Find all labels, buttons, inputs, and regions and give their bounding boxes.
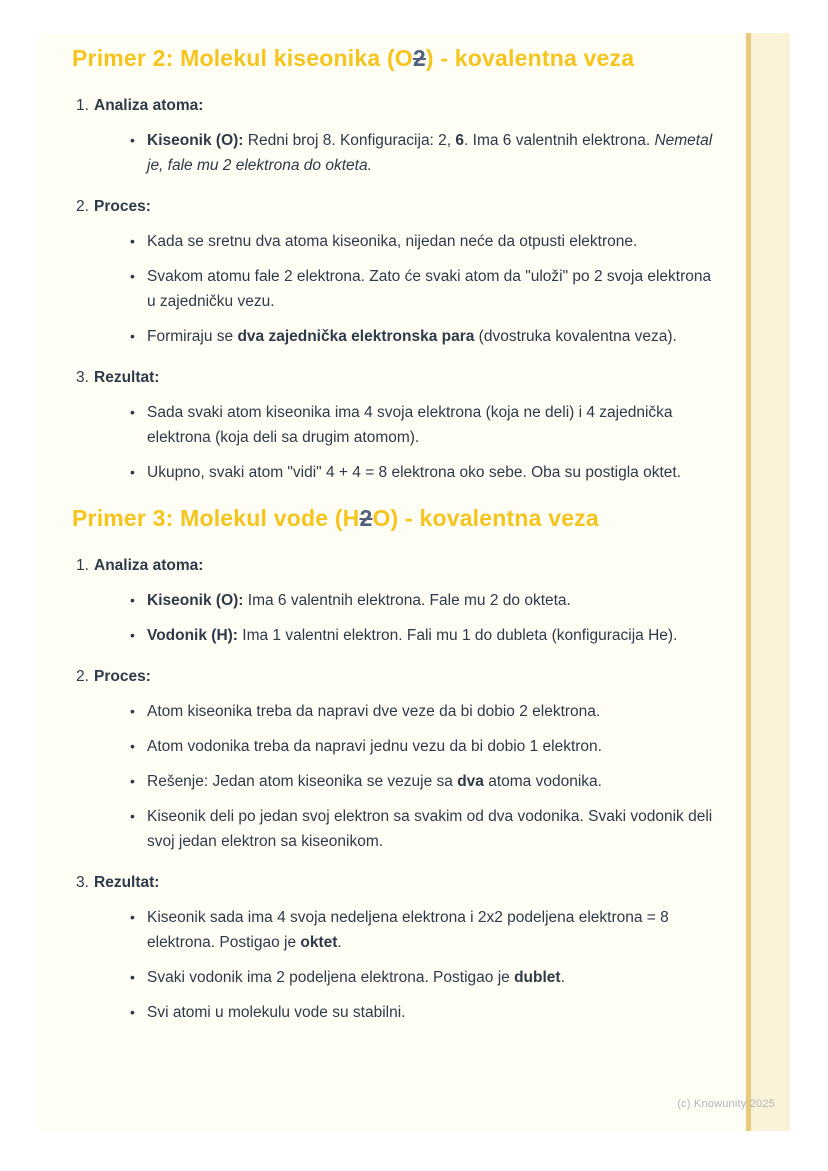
section-heading: Primer 2: Molekul kiseonika (O2) - kovalentna veza xyxy=(72,45,635,71)
list-item xyxy=(72,623,715,648)
list-item xyxy=(72,905,715,955)
bullet-list xyxy=(72,905,715,1025)
item-label: Proces: xyxy=(94,668,151,685)
numbered-item xyxy=(72,553,715,578)
item-label: Rezultat: xyxy=(94,369,160,386)
list-item xyxy=(72,769,715,794)
bullet-list xyxy=(72,229,715,349)
item-label: Rezultat: xyxy=(94,874,160,891)
list-item xyxy=(72,229,715,254)
numbered-item xyxy=(72,93,715,118)
item-label: Analiza atoma: xyxy=(94,557,204,574)
item-label: Analiza atoma: xyxy=(94,97,204,114)
list-item xyxy=(72,1000,715,1025)
bullet-marker: • xyxy=(130,773,135,789)
list-item xyxy=(72,400,715,450)
item-number: 2. xyxy=(76,668,89,685)
bullet-marker: • xyxy=(130,328,135,344)
bullet-text: Vodonik (H): Ima 1 valentni elektron. Fali mu 1 do dubleta (konfiguracija He). xyxy=(147,627,678,644)
bullet-text: Kiseonik (O): Ima 6 valentnih elektrona. Fale mu 2 do okteta. xyxy=(147,592,571,609)
bullet-marker: • xyxy=(130,132,135,148)
bullet-marker: • xyxy=(130,738,135,754)
bullet-list xyxy=(72,128,715,178)
list-item xyxy=(72,128,715,178)
bullet-text: Kiseonik deli po jedan svoj elektron sa svakim od dva vodonika. Svaki vodonik deli svoj jedan elektron sa kiseonikom. xyxy=(147,808,713,850)
bullet-marker: • xyxy=(130,969,135,985)
numbered-group xyxy=(72,194,715,349)
item-label: Proces: xyxy=(94,198,151,215)
bullet-marker: • xyxy=(130,808,135,824)
list-item xyxy=(72,699,715,724)
bullet-marker: • xyxy=(130,592,135,608)
numbered-group xyxy=(72,553,715,648)
bullet-text: Svakom atomu fale 2 elektrona. Zato će svaki atom da "uloži" po 2 svoja elektrona u zajedničku vezu. xyxy=(147,268,712,310)
list-item xyxy=(72,588,715,613)
copyright-watermark: (c) Knowunity 2025 xyxy=(677,1098,775,1110)
bullet-text: Formiraju se dva zajednička elektronska para (dvostruka kovalentna veza). xyxy=(147,328,677,345)
item-number: 1. xyxy=(76,557,89,574)
numbered-item xyxy=(72,870,715,895)
bullet-marker: • xyxy=(130,464,135,480)
list-item xyxy=(72,804,715,854)
section-primer-2 xyxy=(72,43,715,485)
list-item xyxy=(72,460,715,485)
list-item xyxy=(72,965,715,990)
item-number: 3. xyxy=(76,874,89,891)
item-number: 2. xyxy=(76,198,89,215)
numbered-group xyxy=(72,93,715,178)
bullet-marker: • xyxy=(130,1004,135,1020)
section-primer-3 xyxy=(72,503,715,1025)
numbered-item xyxy=(72,194,715,219)
section-heading: Primer 3: Molekul vode (H2O) - kovalentna veza xyxy=(72,505,599,531)
bullet-text: Kiseonik (O): Redni broj 8. Konfiguracija: 2, 6. Ima 6 valentnih elektrona. Nemetal je, fale mu 2 elektrona do okteta. xyxy=(147,132,713,174)
numbered-item xyxy=(72,664,715,689)
document-content xyxy=(38,33,790,1025)
bullet-text: Svaki vodonik ima 2 podeljena elektrona. Postigao je dublet. xyxy=(147,969,565,986)
bullet-marker: • xyxy=(130,268,135,284)
numbered-group xyxy=(72,365,715,485)
bullet-text: Sada svaki atom kiseonika ima 4 svoja elektrona (koja ne deli) i 4 zajednička elektrona (koja deli sa drugim atomom). xyxy=(147,404,673,446)
list-item xyxy=(72,264,715,314)
numbered-group xyxy=(72,664,715,854)
bullet-text: Atom vodonika treba da napravi jednu vezu da bi dobio 1 elektron. xyxy=(147,738,602,755)
bullet-list xyxy=(72,588,715,648)
item-number: 1. xyxy=(76,97,89,114)
bullet-marker: • xyxy=(130,703,135,719)
item-number: 3. xyxy=(76,369,89,386)
bullet-marker: • xyxy=(130,627,135,643)
bullet-text: Atom kiseonika treba da napravi dve veze da bi dobio 2 elektrona. xyxy=(147,703,601,720)
bullet-list xyxy=(72,699,715,854)
numbered-item xyxy=(72,365,715,390)
list-item xyxy=(72,324,715,349)
bullet-list xyxy=(72,400,715,485)
document-page xyxy=(38,33,790,1131)
bullet-text: Kada se sretnu dva atoma kiseonika, nijedan neće da otpusti elektrone. xyxy=(147,233,638,250)
list-item xyxy=(72,734,715,759)
bullet-marker: • xyxy=(130,404,135,420)
bullet-text: Kiseonik sada ima 4 svoja nedeljena elektrona i 2x2 podeljena elektrona = 8 elektrona. Postigao je oktet. xyxy=(147,909,669,951)
numbered-group xyxy=(72,870,715,1025)
bullet-text: Svi atomi u molekulu vode su stabilni. xyxy=(147,1004,406,1021)
bullet-text: Ukupno, svaki atom "vidi" 4 + 4 = 8 elektrona oko sebe. Oba su postigla oktet. xyxy=(147,464,682,481)
bullet-marker: • xyxy=(130,233,135,249)
bullet-text: Rešenje: Jedan atom kiseonika se vezuje sa dva atoma vodonika. xyxy=(147,773,602,790)
bullet-marker: • xyxy=(130,909,135,925)
